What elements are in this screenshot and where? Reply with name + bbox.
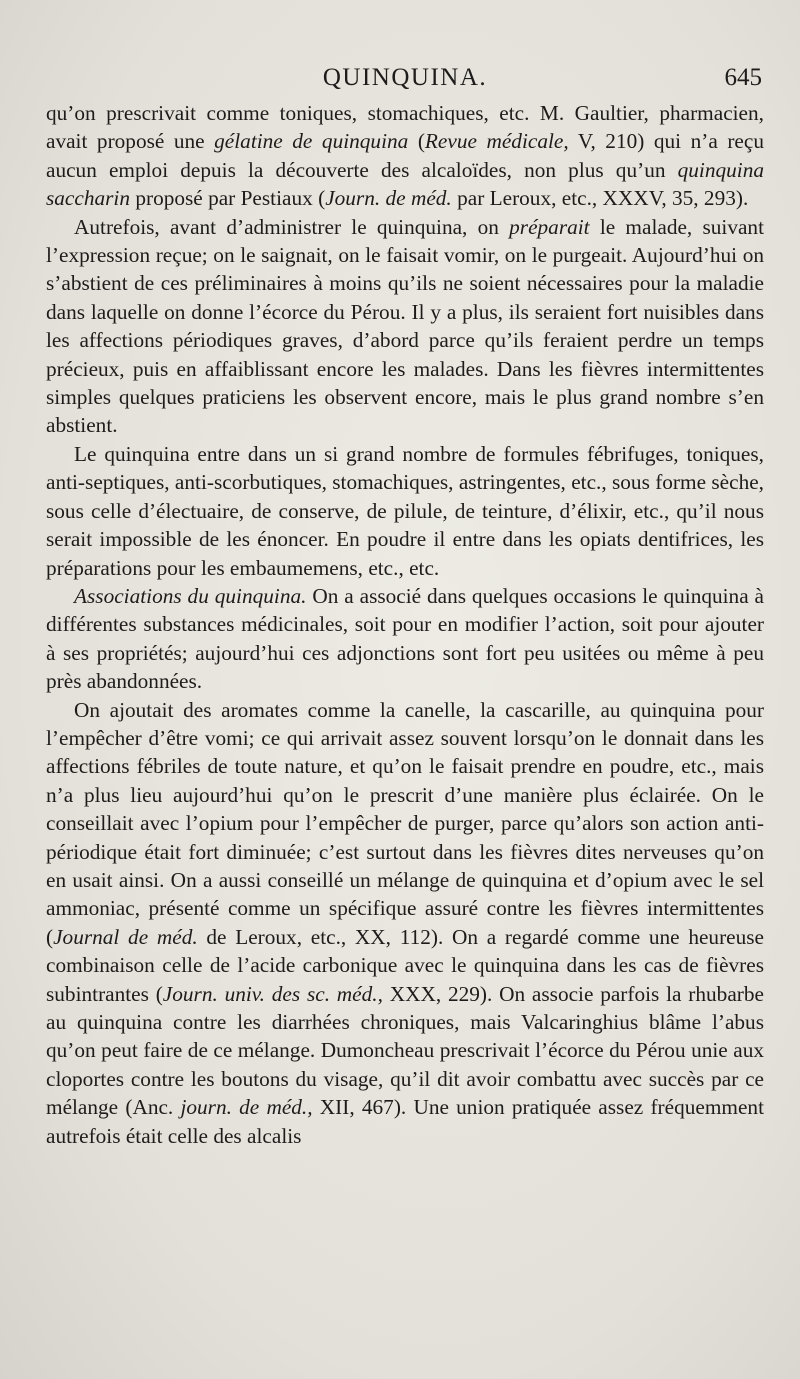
text-run: V, 210) qui n’a reçu aucun emploi depuis la découverte des alcaloïdes, non plus qu’un <box>46 129 764 182</box>
running-title: QUINQUINA. <box>322 64 488 91</box>
page-body <box>46 99 764 1150</box>
italic-citation: Journ. univ. des sc. méd., <box>162 981 383 1006</box>
text-run: XXX, 229). On associe parfois la rhubarbe au quinquina contre les diarrhées chroniques, mais Valcaringhius blâme l’abus qu’on peut faire de ce mélange. Dumoncheau prescrivait l’écorce du Pérou unie aux cloportes contre les boutons du visage, qu’il dit avoir combattu avec succès par ce mélange (Anc. <box>46 981 764 1120</box>
text-run: On a associé dans quelques occasions le quinquina à différentes substances médicinales, soit pour en modifier l’action, soit pour ajouter à ses propriétés; aujourd’hui ces adjonctions sont fort peu usitées ou même à peu près abandonnées. <box>46 583 765 694</box>
section-heading: Associations du quinquina. <box>74 583 307 608</box>
italic-citation: Journ. de méd. <box>325 186 452 211</box>
paragraph-continuation <box>46 99 764 213</box>
text-run: ( <box>408 129 425 154</box>
paragraph-preparation <box>46 213 764 440</box>
italic-citation: journ. de méd., <box>180 1095 313 1120</box>
page-number: 645 <box>724 64 762 91</box>
italic-term: quinquina saccharin <box>46 157 764 211</box>
text-run: par Leroux, etc., XXXV, 35, 293). <box>451 186 749 211</box>
paragraph-aromates <box>46 696 764 1151</box>
paragraph-associations <box>46 582 764 696</box>
text-run: On ajoutait des aromates comme la canelle, la cascarille, au quinquina pour l’empêcher d’être vomi; ce qui arrivait assez souvent lorsqu’on le donnait dans les affections fébriles de toute nature, et qu’on le faisait prendre en poudre, etc., mais n’a plus lieu aujourd’hui qu’on le prescrit d’une manière plus éclairée. On le conseillait avec l’opium pour l’empêcher de purger, parce qu’alors son action anti-périodique était fort diminuée; c’est surtout dans les fièvres dites nerveuses qu’on en usait ainsi. On a aussi conseillé un mélange de quinquina et d’opium avec le sel ammoniac, présenté comme un spécifique assuré contre les fièvres intermittentes ( <box>46 697 764 949</box>
italic-citation: Journal de méd. <box>53 924 198 949</box>
text-run: qu’on prescrivait comme toniques, stomachiques, etc. M. Gaultier, pharmacien, avait proposé une <box>46 101 764 154</box>
page-header <box>48 62 762 96</box>
text-run: XII, 467). Une union pratiquée assez fréquemment autrefois était celle des alcalis <box>46 1095 764 1148</box>
italic-citation: Revue médicale, <box>424 129 569 154</box>
text-run: proposé par Pestiaux ( <box>130 186 326 211</box>
text-run: le malade, suivant l’expression reçue; on le saignait, on le faisait vomir, on le purgeait. Aujourd’hui on s’abstient de ces préliminaires à moins qu’ils ne soient nécessaires pour la maladie dans laquelle on donne l’écorce du Pérou. Il y a plus, ils seraient fort nuisibles dans les affections périodiques graves, d’abord parce qu’ils feraient perdre un temps précieux, puis en affaiblissant encore les malades. Dans les fièvres intermittentes simples quelques praticiens les observent encore, mais le plus grand nombre s’en abstient. <box>46 214 764 438</box>
paragraph-formulas: Le quinquina entre dans un si grand nombre de formules fébrifuges, toniques, anti-septiques, anti-scorbutiques, stomachiques, astringentes, etc., sous forme sèche, sous celle d’électuaire, de conserve, de pilule, de teinture, d’élixir, etc., qu’il nous serait impossible de les énoncer. En poudre il entre dans les opiats dentifrices, les préparations pour les embaumemens, etc., etc. <box>46 441 764 580</box>
text-run: de Leroux, etc., XX, 112). On a regardé comme une heureuse combinaison celle de l’acide carbonique avec le quinquina dans les cas de fièvres subintrantes ( <box>46 924 764 1006</box>
italic-term: préparait <box>509 214 590 239</box>
italic-term: gélatine de quinquina <box>214 129 409 154</box>
text-run: Autrefois, avant d’administrer le quinquina, on <box>74 214 510 239</box>
